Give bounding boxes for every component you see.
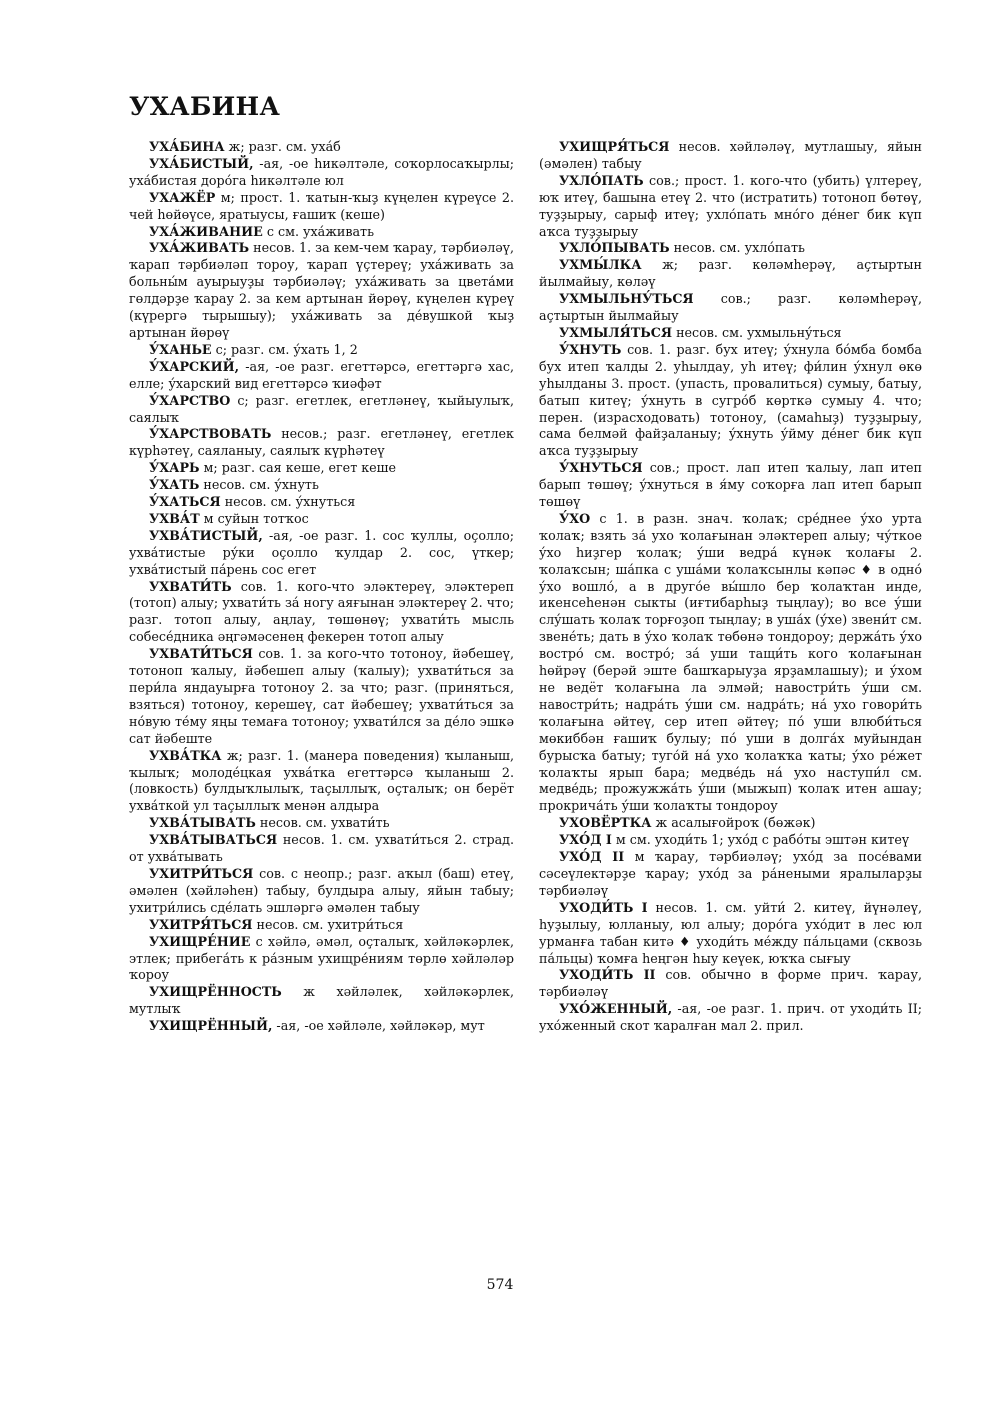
- headword: УХА́БИСТЫЙ,: [149, 155, 254, 171]
- dictionary-entry: [539, 325, 922, 342]
- definition: сов.; прост. лап итеп ҡалыу, лап итеп барып төшөү; у́хнуться в я́му соҡорға лап итеп барып төшөү: [539, 460, 922, 510]
- dictionary-entry: [129, 342, 514, 359]
- definition: сов. 1. разг. бух итеү; у́хнула бо́мба бомба бух итеп ҡалды 2. уһылдау, уһ итеү; фи́лин у́хнул өкө уһылданы 3. прост. (упасть, провалиться) сумыу, батыу, батып китеү; у́хнуть в сугро́б көрткә сумыу 4. что; перен. (израсходовать) тотоноу, (самаһыҙ) туҙҙырыу, сама белмәй файҙаланыу; у́хнуть у́йму де́нег бик күп аҡса туҙҙырыу: [539, 341, 922, 459]
- definition: сов.; прост. 1. кого-что (убить) үлтереү, юҡ итеү, башына етеү 2. что (истратить) тотоноп бөтөү, туҙҙырыу, сарыф итеү; ухло́пать мно́го де́нег бик күп аҡса туҙҙырыу: [539, 172, 922, 239]
- dictionary-entry: [539, 1001, 922, 1035]
- dictionary-entry: [129, 139, 514, 156]
- definition: сов. обычно в форме прич. ҡарау, тәрбиәләү: [539, 967, 922, 1000]
- headword: У́ХАРЬ: [149, 460, 200, 476]
- dictionary-entry: [129, 832, 514, 866]
- headword: УХА́ЖИВАТЬ: [149, 240, 250, 256]
- dictionary-entry: [129, 460, 514, 477]
- dictionary-entry: [539, 900, 922, 968]
- headword: УХВА́ТИСТЫЙ,: [149, 527, 263, 543]
- definition: несов. см. ухвати́ть: [255, 815, 390, 831]
- dictionary-entry: [539, 460, 922, 511]
- headword: У́ХНУТЬСЯ: [559, 460, 643, 476]
- headword: УХИЩРЁННЫЙ,: [149, 1018, 273, 1034]
- dictionary-entry: [129, 477, 514, 494]
- headword: УХИЩРЯ́ТЬСЯ: [559, 139, 670, 154]
- definition: м суйын тотҡос: [199, 510, 309, 526]
- definition: несов. 1. за кем-чем ҡарау, тәрбиәләү, ҡарап тәрбиәләп тороу, ҡарап үҫтереү; уха́живать за больны́м ауырыуҙы тәрбиәләү; уха́живать за цвета́ми гөлдәрҙе ҡарау 2. за кем артынан йөрөү, күңелен күреү (күрергә тырышыу); уха́живать за де́вушкой ҡыҙ артынан йөрөү: [129, 240, 514, 340]
- definition: несов.; разг. егетләнеү, егетлек күрһәтеү, саяланыу, саялыҡ күрһәтеү: [129, 426, 514, 459]
- dictionary-entry: [539, 849, 922, 900]
- headword: УХИЩРЁННОСТЬ: [149, 984, 282, 1000]
- definition: сов. 1. кого-что эләктереү, эләктереп (тотоп) алыу; ухвати́ть за́ ногу аяғынан эләктереү 2. что; разг. тотоп алыу, аңлау, төшөнөү; ухвати́ть мысль собесе́дника әңгәмәсенең фекерен тотоп алыу: [129, 578, 514, 645]
- dictionary-entry: [129, 528, 514, 579]
- dictionary-entry: [129, 494, 514, 511]
- definition: ж; разг. көләмһерәү, аҫтыртын йылмайыу, көләү: [539, 257, 922, 290]
- headword: У́ХАТЬ: [149, 477, 200, 493]
- dictionary-entry: [129, 240, 514, 341]
- headword: УХАЖЁР: [149, 189, 216, 205]
- definition: -ая, -ое разг. 1. прич. от уходи́ть II; ухо́женный скот ҡаралған мал 2. прил.: [539, 1001, 922, 1034]
- definition: несов. 1. см. уйти́ 2. китеү, йүнәлеү, һуҙылыу, юлланыу, юл алыу; доро́га ухо́дит в лес юл урманға табан китә ♦ уходи́ть ме́жду па́льцами (сквозь па́льцы) ҡомға һеңгән һыу кеүек, юҡҡа сығыу: [539, 899, 922, 966]
- headword: УХВА́Т: [149, 510, 200, 526]
- definition: несов. см. ухитри́ться: [252, 916, 404, 932]
- dictionary-entry: [129, 1018, 514, 1035]
- dictionary-entry: [539, 342, 922, 460]
- headword: УХВА́ТЫВАТЬ: [149, 815, 256, 831]
- dictionary-entry: [129, 917, 514, 934]
- definition: ж; разг. см. уха́б: [224, 139, 341, 154]
- dictionary-entry: [129, 224, 514, 241]
- headword: УХВА́ТКА: [149, 747, 222, 763]
- headword: УХА́ЖИВАНИЕ: [149, 223, 263, 239]
- headword: У́ХАРСКИЙ,: [149, 358, 240, 374]
- definition: несов. см. у́хнуться: [220, 494, 356, 510]
- headword: УХМЫЛЯ́ТЬСЯ: [559, 324, 673, 340]
- headword: УХА́БИНА: [149, 139, 225, 154]
- headword: УХЛО́ПЫВАТЬ: [559, 240, 670, 256]
- dictionary-entry: [539, 139, 922, 173]
- dictionary-entry: [129, 359, 514, 393]
- dictionary-entry: [539, 291, 922, 325]
- definition: с; разг. см. у́хать 1, 2: [211, 341, 358, 357]
- definition: -ая, -ое һикәлтәле, соҡорлосаҡырлы; уха́бистая доро́га һикәлтәле юл: [129, 155, 514, 188]
- headword: УХО́ЖЕННЫЙ,: [559, 1001, 673, 1017]
- dictionary-entry: [129, 748, 514, 816]
- dictionary-entry: [539, 257, 922, 291]
- definition: -ая, -ое разг. егеттәрсә, егеттәргә хас, елле; у́харский вид егеттәрсә ҡиәфәт: [129, 358, 514, 391]
- dictionary-entry: [129, 934, 514, 985]
- definition: ж асалығойроҡ (бөжәк): [651, 815, 816, 831]
- headword: У́ХАТЬСЯ: [149, 494, 221, 510]
- headword: УХМЫ́ЛКА: [559, 257, 642, 273]
- headword: УХВА́ТЫВАТЬСЯ: [149, 832, 278, 848]
- dictionary-entry: [129, 646, 514, 747]
- headword: УХИТРЯ́ТЬСЯ: [149, 916, 253, 932]
- dictionary-entry: [129, 579, 514, 647]
- definition: несов. см. ухмыльну́ться: [672, 324, 842, 340]
- definition: с; разг. егетлек, егетләнеү, ҡыйыулыҡ, саялыҡ: [129, 392, 514, 425]
- dictionary-entry: [129, 393, 514, 427]
- headword: У́ХО: [559, 510, 591, 526]
- headword: УХЛО́ПАТЬ: [559, 172, 644, 188]
- dictionary-entry: [539, 967, 922, 1001]
- definition: м ҡарау, тәрбиәләү; ухо́д за посе́вами сәсеүлектәрҙе ҡарау; ухо́д за ра́неными яралыларҙы тәрбиәләү: [539, 849, 922, 898]
- headword: УХО́Д II: [559, 849, 625, 865]
- dictionary-entry: [539, 832, 922, 849]
- dictionary-entry: [129, 190, 514, 224]
- dictionary-entry: [129, 156, 514, 190]
- right-column: [539, 139, 922, 1035]
- headword: УХВАТИ́ТЬ: [149, 578, 232, 594]
- headword: УХИТРИ́ТЬСЯ: [149, 865, 254, 881]
- headword: УХОДИ́ТЬ II: [559, 967, 656, 983]
- dictionary-entry: [539, 240, 922, 257]
- left-column: [129, 139, 514, 1035]
- definition: с 1. в разн. знач. ҡолаҡ; сре́днее у́хо урта ҡолаҡ; взять за́ ухо ҡолағынан эләктереп алыу; чу́ткое у́хо һиҙгер ҡолаҡ; у́ши ведра́ күнәк ҡолағы 2. ҡолаҡсын; ша́пка с уша́ми ҡолаҡсынлы кәпәс ♦ в одно́ у́хо вошло́, а в друго́е вы́шло бер ҡолаҡтан инде, икенсеһенән сыкты (иғтибарһыҙ тыңлау); во все у́ши слу́шать ҡолаҡ торғоҙоп тыңлау; в уша́х (у́хе) звени́т см. звене́ть; дать в у́хо ҡолаҡ төбөнә тондороу; держа́ть у́хо востро́ см. востро́; за́ уши тащи́ть кого ҡолағынан һөйрәү (берәй эште башҡарыуҙа ярҙамлашыу); и у́хом не ведёт ҡолағына ла элмәй; навостри́ть у́ши см. навостри́ть; надра́ть у́ши см. надра́ть; на́ ухо говори́ть ҡолағына әйтеү, сер итеп әйтеү; по́ уши влюби́ться мөкиббән ғашиҡ булыу; по́ уши в долга́х муйындан бурысҡа батыу; туго́й на́ ухо ҡолаҡҡа ҡаты; у́хо ре́жет ҡолаҡты ярып бара; медве́дь на́ ухо наступи́л см. медве́дь; прожужжа́ть у́ши (мыжып) ҡолаҡ итен ашау; прокрича́ть у́ши ҡолаҡты тондороу: [539, 510, 922, 814]
- definition: -ая, -ое хәйләле, хәйләкәр, мут: [272, 1018, 485, 1034]
- headword: УХИЩРЕ́НИЕ: [149, 933, 251, 949]
- definition: несов. см. у́хнуть: [199, 477, 319, 493]
- definition: -ая, -ое разг. 1. сос ҡуллы, оҫолло; ухва́тистые ру́ки оҫолло ҡулдар 2. сос, үткер; ухва́тистый па́рень сос егет: [129, 527, 514, 577]
- dictionary-entry: [539, 173, 922, 241]
- definition: с см. уха́живать: [262, 223, 374, 239]
- headword: У́ХАРСТВОВАТЬ: [149, 426, 272, 442]
- definition: с хәйлә, әмәл, оҫталыҡ, хәйләкәрлек, этлек; прибега́ть к ра́зным ухищре́ниям төрлө хәйләләр ҡороу: [129, 933, 514, 983]
- definition: несов. хәйләләү, мутлашыу, яйын (әмәлен) табыу: [539, 139, 922, 171]
- definition: м; разг. сая кеше, егет кеше: [199, 460, 396, 476]
- headword: УХО́Д I: [559, 832, 612, 848]
- headword: УХОДИ́ТЬ I: [559, 899, 648, 915]
- dictionary-entry: [129, 426, 514, 460]
- definition: ж хәйләлек, хәйләкәрлек, мутлыҡ: [129, 984, 514, 1017]
- definition: ж; разг. 1. (манера поведения) ҡыланыш, ҡылыҡ; молоде́цкая ухва́тка егеттәрсә ҡыланыш 2. (ловкость) булдыҡлылыҡ, таҫыллыҡ, оҫталыҡ; он берёт ухва́ткой ул таҫыллыҡ менән алдыра: [129, 747, 514, 814]
- dictionary-entry: [539, 511, 922, 815]
- headword: УХМЫЛЬНУ́ТЬСЯ: [559, 291, 694, 307]
- headword: У́ХНУТЬ: [559, 341, 622, 357]
- running-head: УХАБИНА: [129, 92, 281, 121]
- dictionary-entry: [539, 815, 922, 832]
- dictionary-entry: [129, 511, 514, 528]
- headword: У́ХАРСТВО: [149, 392, 231, 408]
- headword: УХВАТИ́ТЬСЯ: [149, 646, 253, 662]
- definition: м; прост. 1. ҡатын-ҡыҙ күңелен күреүсе 2. чей һөйөүсе, яратыусы, ғашиҡ (кеше): [129, 189, 514, 222]
- definition: сов.; разг. көләмһерәү, аҫтыртын йылмайыу: [539, 291, 922, 324]
- definition: несов. см. ухло́пать: [669, 240, 805, 256]
- dictionary-entry: [129, 984, 514, 1018]
- headword: УХОВЁРТКА: [559, 815, 652, 831]
- dictionary-entry: [129, 866, 514, 917]
- headword: У́ХАНЬЕ: [149, 341, 212, 357]
- page-number: 574: [486, 1277, 514, 1293]
- definition: сов. 1. за кого-что тотоноу, йәбешеү, тотоноп ҡалыу, йәбешеп алыу (ҡалыу); ухвати́ться за пери́ла яндауырға тотоноу 2. за что; разг. (приняться, взяться) тотоноу, керешеү, сат йәбешеү; ухвати́ться за но́вую те́му яңы темаға тотоноу; ухвати́лся за де́ло эшкә сат йәбеште: [129, 646, 514, 746]
- definition: несов. 1. см. ухвати́ться 2. страд. от ухва́тывать: [129, 832, 514, 865]
- definition: м см. уходи́ть 1; ухо́д с рабо́ты эштән китеү: [611, 832, 910, 848]
- dictionary-entry: [129, 815, 514, 832]
- definition: сов. с неопр.; разг. аҡыл (баш) етеү, әмәлен (хәйләһен) табыу, булдыра алыу, яйын табыу; ухитри́лись сде́лать эшләргә әмәлен табыу: [129, 865, 514, 915]
